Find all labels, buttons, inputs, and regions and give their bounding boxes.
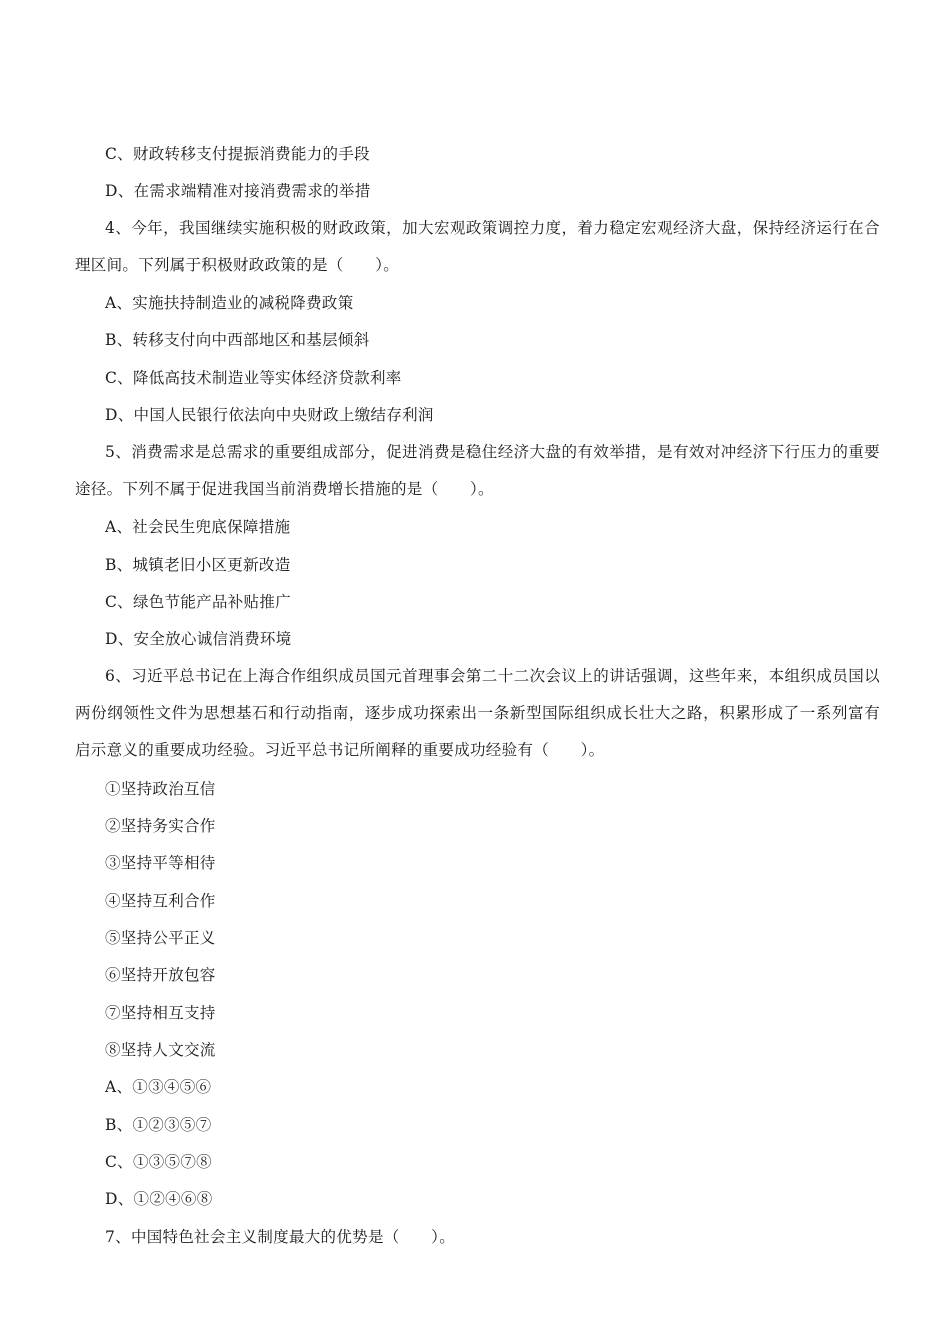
q7-stem: 7、中国特色社会主义制度最大的优势是（ ）。 bbox=[105, 1228, 456, 1246]
q3-option-c: C、财政转移支付提振消费能力的手段 bbox=[105, 145, 370, 163]
q6-option-c: C、①③⑤⑦⑧ bbox=[105, 1153, 212, 1171]
q6-item-5: ⑤坚持公平正义 bbox=[105, 929, 216, 947]
q4-option-b: B、转移支付向中西部地区和基层倾斜 bbox=[105, 331, 370, 349]
q6-item-7: ⑦坚持相互支持 bbox=[105, 1004, 216, 1022]
q6-item-6: ⑥坚持开放包容 bbox=[105, 966, 216, 984]
q6-item-2: ②坚持务实合作 bbox=[105, 817, 216, 835]
q4-stem: 4、今年，我国继续实施积极的财政政策，加大宏观政策调控力度，着力稳定宏观经济大盘，保持经济运行在合理区间。下列属于积极财政政策的是（ ）。 bbox=[75, 219, 880, 274]
q6-option-d: D、①②④⑥⑧ bbox=[105, 1190, 213, 1208]
q4-option-d: D、中国人民银行依法向中央财政上缴结存利润 bbox=[105, 406, 434, 424]
q5-option-d: D、安全放心诚信消费环境 bbox=[105, 630, 292, 648]
q6-item-3: ③坚持平等相待 bbox=[105, 854, 216, 872]
q6-stem: 6、习近平总书记在上海合作组织成员国元首理事会第二十二次会议上的讲话强调，这些年来，本组织成员国以两份纲领性文件为思想基石和行动指南，逐步成功探索出一条新型国际组织成长壮大之路，积累形成了一系列富有启示意义的重要成功经验。习近平总书记所阐释的重要成功经验有（ ）。 bbox=[75, 667, 880, 759]
q6-option-b: B、①②③⑤⑦ bbox=[105, 1116, 212, 1134]
q3-option-d: D、在需求端精准对接消费需求的举措 bbox=[105, 182, 371, 200]
q6-option-a: A、①③④⑤⑥ bbox=[105, 1078, 212, 1096]
q6-item-1: ①坚持政治互信 bbox=[105, 780, 216, 798]
q4-option-c: C、降低高技术制造业等实体经济贷款利率 bbox=[105, 369, 402, 387]
q6-item-8: ⑧坚持人文交流 bbox=[105, 1041, 216, 1059]
q5-option-c: C、绿色节能产品补贴推广 bbox=[105, 593, 291, 611]
q5-stem: 5、消费需求是总需求的重要组成部分，促进消费是稳住经济大盘的有效举措，是有效对冲经济下行压力的重要途径。下列不属于促进我国当前消费增长措施的是（ ）。 bbox=[75, 443, 880, 498]
q5-option-a: A、社会民生兜底保障措施 bbox=[105, 518, 291, 536]
q6-item-4: ④坚持互利合作 bbox=[105, 892, 216, 910]
q4-option-a: A、实施扶持制造业的减税降费政策 bbox=[105, 294, 354, 312]
q5-option-b: B、城镇老旧小区更新改造 bbox=[105, 556, 291, 574]
